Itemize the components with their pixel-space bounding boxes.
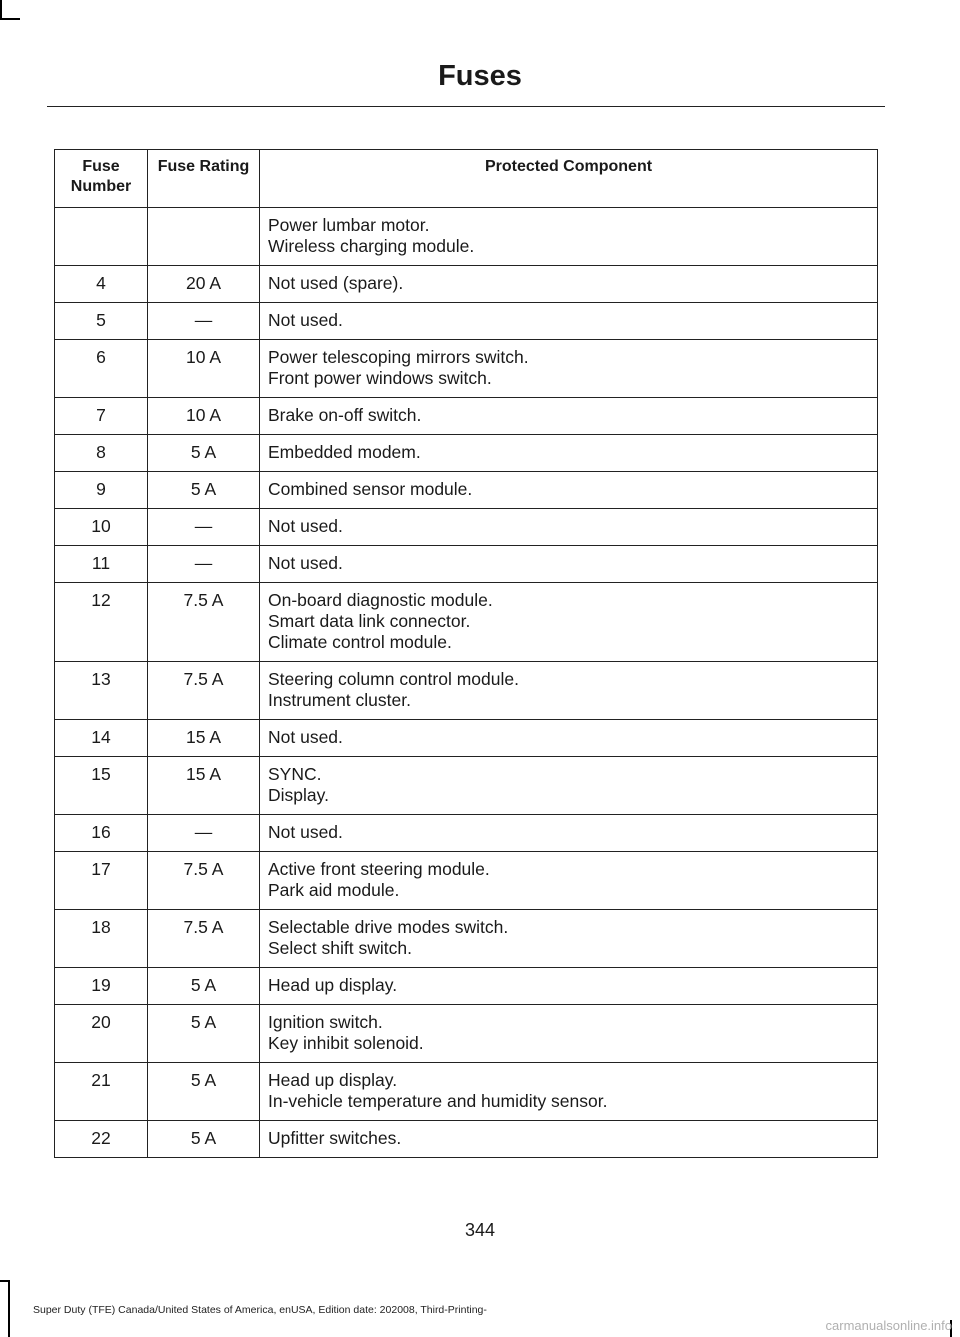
- table-row: [55, 303, 878, 340]
- fuse-number-cell: 4: [55, 266, 148, 303]
- fuse-number-cell: 20: [55, 1005, 148, 1063]
- fuse-number-cell: 6: [55, 340, 148, 398]
- edition-footer: Super Duty (TFE) Canada/United States of America, enUSA, Edition date: 202008, Third-Printing-: [33, 1304, 487, 1316]
- protected-component-line: Not used.: [268, 553, 343, 573]
- protected-component-line: Combined sensor module.: [268, 479, 473, 499]
- protected-component-line: Key inhibit solenoid.: [268, 1033, 424, 1053]
- fuse-rating-cell: 5 A: [148, 472, 260, 509]
- fuse-number-cell: 17: [55, 852, 148, 910]
- protected-component-line: Select shift switch.: [268, 938, 412, 958]
- protected-component-line: Brake on-off switch.: [268, 405, 422, 425]
- crop-mark-bottom-left: [0, 1280, 10, 1282]
- fuse-rating-cell: [148, 208, 260, 266]
- protected-component-line: Climate control module.: [268, 632, 452, 652]
- column-header-fuse-rating: Fuse Rating: [148, 150, 260, 208]
- fuse-table-body: [55, 208, 878, 1158]
- protected-component-cell: [260, 1063, 878, 1121]
- fuse-rating-cell: 10 A: [148, 340, 260, 398]
- crop-mark-bottom-left: [8, 1280, 10, 1337]
- crop-mark-top-left: [0, 18, 20, 20]
- protected-component-cell: [260, 968, 878, 1005]
- fuse-number-cell: 8: [55, 435, 148, 472]
- table-row: [55, 208, 878, 266]
- crop-mark-top-left: [0, 0, 2, 20]
- table-row: [55, 340, 878, 398]
- protected-component-line: Not used.: [268, 310, 343, 330]
- protected-component-cell: [260, 208, 878, 266]
- protected-component-line: Embedded modem.: [268, 442, 421, 462]
- fuse-number-cell: 13: [55, 662, 148, 720]
- protected-component-line: Front power windows switch.: [268, 368, 492, 388]
- fuse-rating-cell: 5 A: [148, 435, 260, 472]
- fuse-number-cell: 10: [55, 509, 148, 546]
- protected-component-line: In-vehicle temperature and humidity sensor.: [268, 1091, 608, 1111]
- table-row: [55, 852, 878, 910]
- fuse-number-cell: 18: [55, 910, 148, 968]
- column-header-protected-component: Protected Component: [260, 150, 878, 208]
- protected-component-cell: [260, 509, 878, 546]
- fuse-rating-cell: 20 A: [148, 266, 260, 303]
- title-divider: [47, 106, 885, 107]
- protected-component-line: Upfitter switches.: [268, 1128, 402, 1148]
- fuse-rating-cell: 7.5 A: [148, 662, 260, 720]
- table-row: [55, 546, 878, 583]
- protected-component-line: Power telescoping mirrors switch.: [268, 347, 529, 367]
- table-row: [55, 509, 878, 546]
- page-number: 344: [464, 1220, 496, 1240]
- page-title: Fuses: [438, 60, 522, 92]
- fuse-number-cell: 9: [55, 472, 148, 509]
- protected-component-cell: [260, 398, 878, 435]
- fuse-rating-cell: 5 A: [148, 1005, 260, 1063]
- fuse-rating-cell: 10 A: [148, 398, 260, 435]
- protected-component-line: Head up display.: [268, 1070, 398, 1090]
- protected-component-cell: [260, 546, 878, 583]
- protected-component-line: Not used (spare).: [268, 273, 404, 293]
- protected-component-line: Smart data link connector.: [268, 611, 471, 631]
- protected-component-line: Display.: [268, 785, 329, 805]
- table-row: [55, 662, 878, 720]
- fuse-number-cell: 21: [55, 1063, 148, 1121]
- protected-component-cell: [260, 1121, 878, 1158]
- protected-component-cell: [260, 266, 878, 303]
- fuse-number-cell: [55, 208, 148, 266]
- protected-component-line: Power lumbar motor.: [268, 215, 430, 235]
- table-row: [55, 757, 878, 815]
- protected-component-cell: [260, 815, 878, 852]
- fuse-rating-cell: 7.5 A: [148, 583, 260, 662]
- protected-component-cell: [260, 303, 878, 340]
- fuse-number-cell: 14: [55, 720, 148, 757]
- fuse-number-cell: 15: [55, 757, 148, 815]
- fuse-rating-cell: 15 A: [148, 720, 260, 757]
- protected-component-line: Not used.: [268, 727, 343, 747]
- protected-component-cell: [260, 583, 878, 662]
- fuse-rating-cell: 5 A: [148, 1121, 260, 1158]
- table-row: [55, 1005, 878, 1063]
- protected-component-line: Park aid module.: [268, 880, 400, 900]
- fuse-number-cell: 22: [55, 1121, 148, 1158]
- fuse-rating-cell: 7.5 A: [148, 910, 260, 968]
- fuse-number-cell: 5: [55, 303, 148, 340]
- fuse-number-cell: 16: [55, 815, 148, 852]
- table-row: [55, 910, 878, 968]
- table-row: [55, 1063, 878, 1121]
- protected-component-cell: [260, 662, 878, 720]
- protected-component-cell: [260, 910, 878, 968]
- fuse-number-cell: 19: [55, 968, 148, 1005]
- protected-component-line: Not used.: [268, 822, 343, 842]
- watermark-logo: carmanualsonline.info: [825, 1318, 952, 1333]
- protected-component-cell: [260, 340, 878, 398]
- table-row: [55, 968, 878, 1005]
- fuse-rating-cell: —: [148, 303, 260, 340]
- protected-component-cell: [260, 472, 878, 509]
- protected-component-cell: [260, 435, 878, 472]
- column-header-fuse-number: Fuse Number: [55, 150, 148, 208]
- fuse-rating-cell: 15 A: [148, 757, 260, 815]
- protected-component-line: On-board diagnostic module.: [268, 590, 493, 610]
- protected-component-line: Selectable drive modes switch.: [268, 917, 509, 937]
- fuse-number-cell: 11: [55, 546, 148, 583]
- table-row: [55, 435, 878, 472]
- protected-component-cell: [260, 852, 878, 910]
- table-row: [55, 720, 878, 757]
- protected-component-line: SYNC.: [268, 764, 322, 784]
- fuse-table: [54, 149, 878, 1158]
- fuse-rating-cell: —: [148, 546, 260, 583]
- protected-component-line: Wireless charging module.: [268, 236, 475, 256]
- table-row: [55, 1121, 878, 1158]
- protected-component-line: Not used.: [268, 516, 343, 536]
- protected-component-cell: [260, 1005, 878, 1063]
- table-row: [55, 266, 878, 303]
- fuse-number-cell: 12: [55, 583, 148, 662]
- table-row: [55, 398, 878, 435]
- protected-component-line: Head up display.: [268, 975, 398, 995]
- fuse-number-cell: 7: [55, 398, 148, 435]
- fuse-rating-cell: —: [148, 509, 260, 546]
- fuse-rating-cell: 7.5 A: [148, 852, 260, 910]
- protected-component-cell: [260, 720, 878, 757]
- fuse-rating-cell: 5 A: [148, 1063, 260, 1121]
- table-row: [55, 472, 878, 509]
- fuse-rating-cell: 5 A: [148, 968, 260, 1005]
- table-row: [55, 815, 878, 852]
- table-header-row: [55, 150, 878, 208]
- table-row: [55, 583, 878, 662]
- protected-component-line: Active front steering module.: [268, 859, 490, 879]
- fuse-rating-cell: —: [148, 815, 260, 852]
- protected-component-line: Instrument cluster.: [268, 690, 411, 710]
- protected-component-cell: [260, 757, 878, 815]
- protected-component-line: Steering column control module.: [268, 669, 519, 689]
- protected-component-line: Ignition switch.: [268, 1012, 383, 1032]
